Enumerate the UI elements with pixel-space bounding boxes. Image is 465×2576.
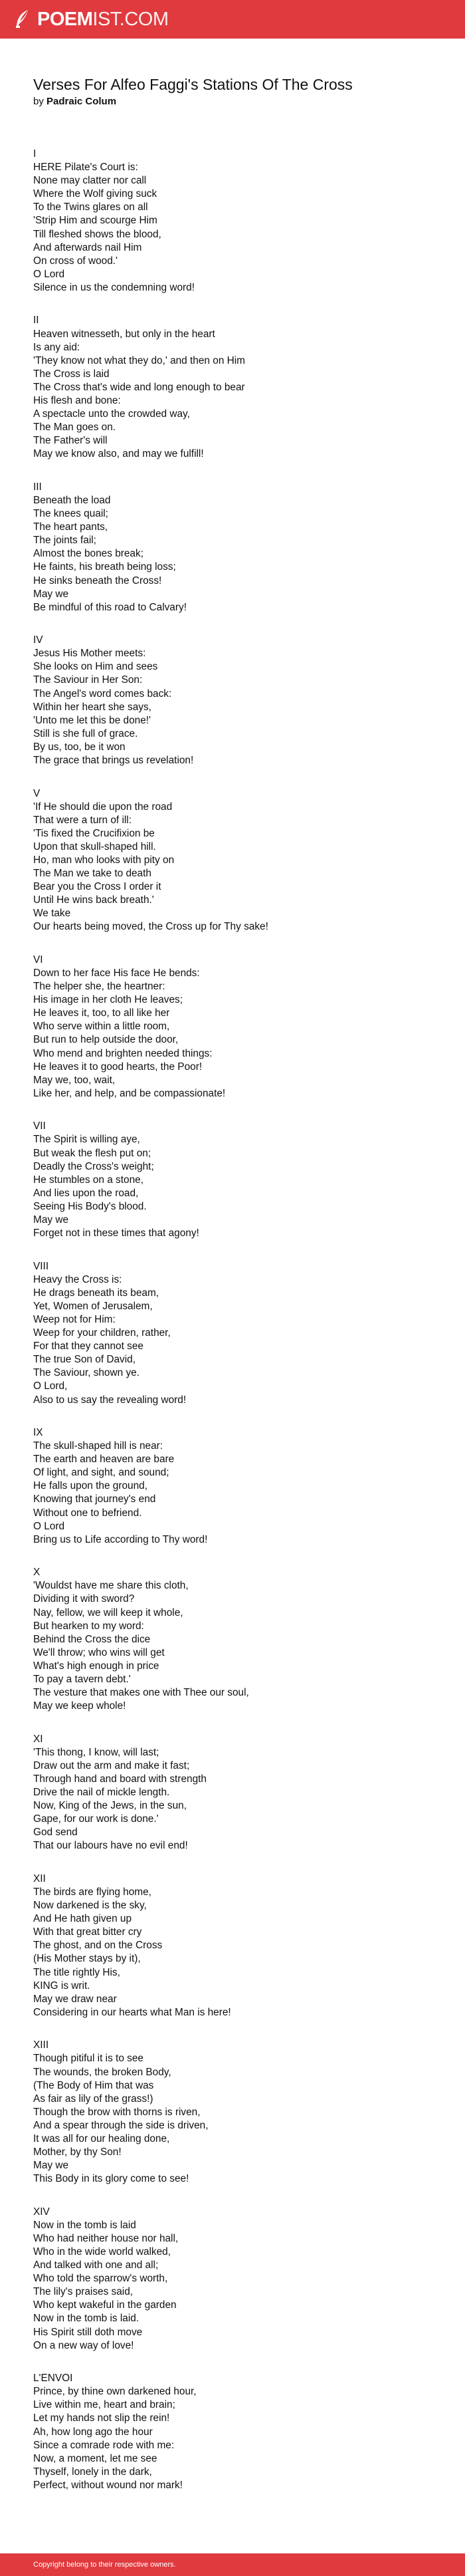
poem-line: The birds are flying home, [33,1886,151,1898]
stanza-number: II [33,315,39,326]
poem-line: Yet, Women of Jerusalem, [33,1300,153,1312]
stanza [33,1426,438,1547]
poem-line: On a new way of love! [33,2339,134,2351]
poem-line: As fair as lily of the grass!) [33,2093,153,2105]
stanza-number: XIII [33,2039,49,2051]
poem-line: Now, King of the Jews, in the sun, [33,1800,187,1812]
poem-line: The Spirit is willing aye, [33,1134,140,1146]
poem-line: With that great bitter cry [33,1926,142,1938]
poem-line: Deadly the Cross's weight; [33,1160,154,1172]
poem-line: Silence in us the condemning word! [33,281,195,293]
poem-line: The lily's praises said, [33,2286,134,2298]
poem-line: Who kept wakeful in the garden [33,2299,177,2311]
poem-line: The Cross is laid [33,368,110,380]
poem-line: May we draw near [33,1993,117,2005]
poem-line: Without one to befriend. [33,1507,142,1519]
stanza-number: VI [33,954,43,966]
poem-body [33,148,438,2492]
stanza [33,2206,438,2353]
poem-line: Heaven witnesseth, but only in the heart [33,328,215,340]
poem-line: He falls upon the ground, [33,1480,147,1492]
poem-line: O Lord [33,268,65,280]
stanza-number: VII [33,1120,46,1132]
poem-line: Now, a moment, let me see [33,2452,157,2464]
poem-line: The Man we take to death [33,868,151,880]
poem-line: Draw out the arm and make it fast; [33,1759,190,1771]
poem-line: But weak the flesh put on; [33,1147,151,1159]
poem-line: The grace that brings us revelation! [33,755,194,767]
poem-line: 'This thong, I know, will last; [33,1746,159,1758]
poem-line: Ah, how long ago the hour [33,2426,153,2438]
poem-line: O Lord [33,1520,65,1532]
poem-line: Heavy the Cross is: [33,1273,122,1285]
stanza-number: V [33,787,41,799]
poem-line: 'Wouldst have me share this cloth, [33,1580,189,1592]
poem-line: And lies upon the road, [33,1187,139,1199]
poem-line: Though the brow with thorns is riven, [33,2106,201,2118]
poem-line: Now darkened is the sky, [33,1900,147,1912]
poem-line: That our labours have no evil end! [33,1840,188,1852]
poem-line: Behind the Cross the dice [33,1633,151,1645]
poem-line: Almost the bones break; [33,548,143,560]
poem-line: Drive the nail of mickle length. [33,1787,170,1799]
poem-line: The true Son of David, [33,1354,136,1366]
stanza [33,2039,438,2186]
site-logo[interactable] [13,8,169,31]
poem-line: 'Tis fixed the Crucifixion be [33,827,155,839]
stanza [33,634,438,767]
poem-line: Till fleshed shows the blood, [33,228,161,240]
poem-line: Forget not in these times that agony! [33,1227,199,1239]
poem-line: Like her, and help, and be compassionate! [33,1087,226,1099]
stanza-number: I [33,148,37,160]
poem-line: He leaves it to good hearts, the Poor! [33,1061,203,1073]
poem-line: His flesh and bone: [33,394,121,406]
poem-line: Since a comrade rode with me: [33,2439,175,2451]
stanza-number: IV [33,634,43,646]
author-link[interactable]: Padraic Colum [46,96,117,107]
poem-line: HERE Pilate's Court is: [33,162,138,174]
logo-secondary: IST.COM [92,9,169,30]
poem-line: The heart pants, [33,521,108,533]
poem-line: Who had neither house nor hall, [33,2232,179,2244]
poem-line: The Cross that's wide and long enough to bear [33,381,245,393]
poem-line: Also to us say the revealing word! [33,1394,187,1406]
poem-line: Mother, by thy Son! [33,2146,122,2158]
poem-line: May we [33,2160,69,2172]
poem-line: Where the Wolf giving suck [33,188,157,200]
poem-title: Verses For Alfeo Faggi's Stations Of The Cross [33,76,353,93]
poem-line: His Spirit still doth move [33,2326,143,2338]
poem-line: Let my hands not slip the rein! [33,2412,170,2424]
poem-line: Who serve within a little room, [33,1021,170,1033]
poem-line: Still is she full of grace. [33,727,138,739]
poem-line: He drags beneath its beam, [33,1287,159,1299]
poem-line: And afterwards nail Him [33,241,142,253]
stanza [33,1733,438,1853]
poem-line: May we [33,588,69,600]
poem-line: He stumbles on a stone, [33,1174,143,1186]
poem-line: On cross of wood.' [33,255,118,267]
poem-line: Dividing it with sword? [33,1593,135,1605]
poem-line: 'Unto me let this be done!' [33,714,151,726]
poem-line: KING is writ. [33,1980,90,1992]
poem-line: He sinks beneath the Cross! [33,575,162,586]
stanza-number: XIV [33,2206,50,2218]
poem-line: May we keep whole! [33,1700,126,1712]
poem-line: Bear you the Cross I order it [33,881,161,893]
poem-line: Perfect, without wound nor mark! [33,2479,183,2491]
poem-line: Upon that skull-shaped hill. [33,840,156,852]
stanza [33,787,438,934]
poem-line: Gape, for our work is done.' [33,1813,159,1825]
poem-line: (His Mother stays by it), [33,1953,141,1965]
poem-line: Of light, and sight, and sound; [33,1467,169,1479]
stanza [33,1120,438,1240]
poem-line: Is any aid: [33,341,80,353]
poem-line: He faints, his breath being loss; [33,561,176,573]
poem-line: It was all for our healing done, [33,2132,170,2144]
stanza [33,2372,438,2492]
poem-line: God send [33,1827,78,1839]
poem-line: Who told the sparrow's worth, [33,2273,168,2285]
poem-line: Nay, fellow, we will keep it whole, [33,1607,183,1618]
poem-line: What's high enough in price [33,1660,159,1672]
stanza-number: XII [33,1872,46,1884]
poem-line: 'Strip Him and scourge Him [33,215,157,227]
logo-primary: POEM [37,9,93,30]
poem-line: To pay a tavern debt.' [33,1673,131,1685]
poem-line: A spectacle unto the crowded way, [33,408,190,420]
poem-line: But hearken to my word: [33,1620,144,1632]
poem-line: Prince, by thine own darkened hour, [33,2386,197,2398]
byline [33,94,438,109]
poem-line: To the Twins glares on all [33,201,148,213]
poem-line: And a spear through the side is driven, [33,2119,209,2131]
poem-line: Jesus His Mother meets: [33,648,146,660]
stanza [33,1566,438,1713]
poem-line: Weep not for Him: [33,1313,116,1325]
poem-line: Ho, man who looks with pity on [33,854,175,866]
stanza [33,1260,438,1407]
footer-bar [0,2553,465,2576]
poem-line: The earth and heaven are bare [33,1454,175,1466]
poem-line: The Man goes on. [33,422,116,434]
poem-line: The vesture that makes one with Thee our soul, [33,1687,249,1699]
top-bar [0,0,465,39]
poem-line: None may clatter nor call [33,175,147,187]
poem-line: Now in the tomb is laid. [33,2313,140,2325]
poem-line: By us, too, be it won [33,741,126,753]
poem-line: This Body in its glory come to see! [33,2173,189,2185]
poem-line: Bring us to Life according to Thy word! [33,1533,208,1545]
poem-line: The skull-shaped hill is near: [33,1440,163,1452]
poem-line: Be mindful of this road to Calvary! [33,601,187,613]
poem-line: We take [33,908,71,920]
poem-line: Who in the wide world walked, [33,2246,171,2258]
stanza-number: L'ENVOI [33,2373,73,2384]
stanza-number: X [33,1567,41,1579]
poem-line: Our hearts being moved, the Cross up for Thy sake! [33,921,268,933]
poem-line: The title rightly His, [33,1966,120,1978]
poem-line: Now in the tomb is laid [33,2219,136,2231]
poem-line: 'If He should die upon the road [33,801,173,813]
poem-content [33,74,438,2512]
poem-line: Within her heart she says, [33,701,151,713]
copyright-text: Copyright belong to their respective owners. [33,2561,176,2569]
poem-line: The Angel's word comes back: [33,688,172,700]
poem-line: And talked with one and all; [33,2259,159,2271]
poem-line: But run to help outside the door, [33,1034,179,1046]
poem-line: 'They know not what they do,' and then on Him [33,354,246,366]
poem-line: Live within me, heart and brain; [33,2399,175,2411]
poem-line: Until He wins back breath.' [33,894,154,906]
poem-line: She looks on Him and sees [33,661,158,673]
poem-line: May we [33,1214,69,1225]
poem-line: The Saviour, shown ye. [33,1367,140,1379]
poem-line: (The Body of Him that was [33,2079,154,2091]
poem-line: He leaves it, too, to all like her [33,1007,170,1019]
poem-line: The knees quail; [33,508,108,520]
poem-line: Who mend and brighten needed things: [33,1047,213,1059]
poem-line: The Father's will [33,435,108,447]
stanza [33,954,438,1100]
poem-line: Knowing that journey's end [33,1493,156,1505]
poem-line: We'll throw; who wins will get [33,1646,165,1658]
logo-wordmark [37,8,169,31]
poem-line: That were a turn of ill: [33,814,132,826]
poem-line: Weep for your children, rather, [33,1327,171,1339]
poem-line: And He hath given up [33,1913,132,1925]
poem-line: May we, too, wait, [33,1074,116,1086]
poem-line: Though pitiful it is to see [33,2053,143,2065]
stanza [33,148,438,295]
poem-line: For that they cannot see [33,1341,143,1352]
poem-line: The helper she, the heartner: [33,981,165,993]
poem-line: Thyself, lonely in the dark, [33,2466,152,2478]
poem-line: Seeing His Body's blood. [33,1200,147,1212]
quill-icon [13,9,32,30]
poem-line: Down to her face His face He bends: [33,967,200,979]
stanza [33,481,438,614]
by-label: by [33,96,44,107]
poem-line: Through hand and board with strength [33,1773,207,1785]
poem-line: Beneath the load [33,494,111,506]
stanza [33,1872,438,2019]
poem-line: Considering in our hearts what Man is here! [33,2006,231,2018]
poem-line: The joints fail; [33,535,96,547]
poem-line: O Lord, [33,1380,68,1392]
poem-line: May we know also, and may we fulfill! [33,448,204,460]
stanza-number: III [33,481,42,493]
poem-line: The Saviour in Her Son: [33,674,143,686]
stanza-number: XI [33,1733,43,1745]
poem-line: His image in her cloth He leaves; [33,994,183,1006]
poem-line: The ghost, and on the Cross [33,1940,163,1952]
stanza-number: IX [33,1427,43,1438]
poem-line: The wounds, the broken Body, [33,2066,171,2078]
stanza [33,314,438,461]
stanza-number: VIII [33,1260,49,1272]
